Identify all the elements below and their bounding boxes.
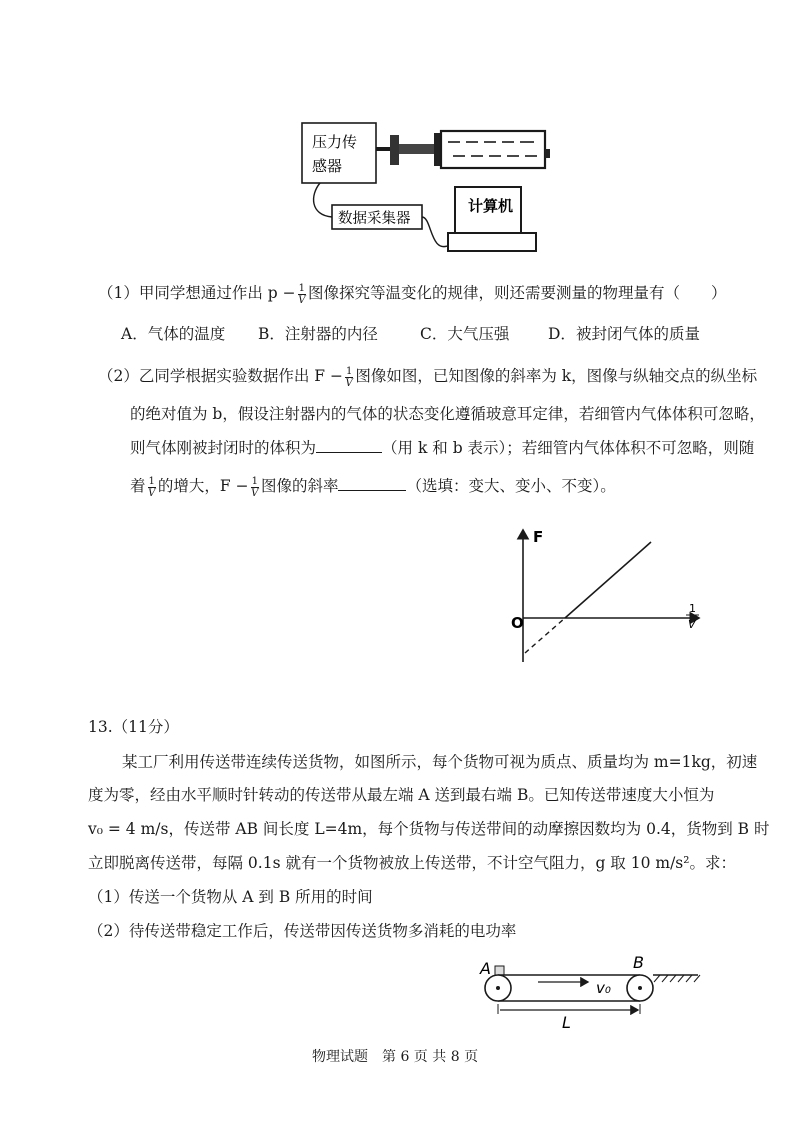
q12-part2-line4: 着 $\frac{1}{V}$ 的增大，F − $\frac{1}{V}$ 图像的斜率 （选填：变大、变小、不变）。 [130,475,616,499]
pressure-sensor-label-line1: 压力传 [312,133,358,151]
fraction-1-over-v-2: $\frac{1}{V}$ [345,365,353,389]
length-label: L [562,1013,571,1032]
q12-option-c: C．大气压强 [420,325,510,343]
graph-y-label: F [533,528,544,546]
fraction-1-over-v-4: $\frac{1}{V}$ [251,475,259,499]
graph-data-line [565,542,651,618]
conveyor-belt-diagram [470,952,702,1032]
graph-x-label-den: V [688,618,696,631]
point-a-label: A [480,959,491,978]
syringe-barrel [441,131,545,168]
q13-line3: v₀ = 4 m/s，传送带 AB 间长度 L=4m，每个货物与传送带间的动摩擦因数均为 0.4，货物到 B 时 [88,820,770,838]
q12-part1-stem [98,281,727,306]
q12-part1-text-after: 图像探究等温变化的规律，则还需要测量的物理量有（ ） [308,284,727,302]
page-footer: 物理试题 第 6 页 共 8 页 [312,1049,479,1065]
q12-option-b: B．注射器的内径 [258,325,378,343]
answer-blank-volume[interactable] [316,438,382,453]
q12-part2-line1: （2）乙同学根据实验数据作出 F − $\frac{1}{V}$ 图像如图，已知图像的斜率为 k，图像与纵轴交点的纵坐标 [98,365,758,389]
f-vs-inverse-v-graph [505,520,715,670]
graph-x-label-num: 1 [689,602,696,615]
fraction-1-over-v-3: $\frac{1}{V}$ [148,475,156,499]
pressure-sensor-label-line2: 感器 [312,157,343,175]
graph-origin-label: O [511,614,524,632]
graph-extrapolation-line [525,618,565,653]
data-collector-label: 数据采集器 [338,211,411,227]
q12-part2-line2: 的绝对值为 b，假设注射器内的气体的状态变化遵循玻意耳定律，若细管内气体体积可忽略， [130,405,765,423]
q13-header: 13.（11分） [88,718,179,736]
computer-label: 计算机 [468,197,514,215]
syringe-plunger-knob [390,135,399,165]
q13-line2: 度为零，经由水平顺时针转动的传送带从最左端 A 送到最右端 B。已知传送带速度大小恒为 [88,786,715,804]
cargo-box [495,966,504,975]
q12-part2-line3: 则气体刚被封闭时的体积为 （用 k 和 b 表示）；若细管内气体体积不可忽略，则随 [130,439,755,457]
q13-sub1: （1）传送一个货物从 A 到 B 所用的时间 [88,888,373,906]
q12-part1-number: （1） [98,284,139,302]
velocity-label: v₀ [596,979,611,997]
fraction-1-over-v: $\frac{1}{V}$ [298,282,306,306]
ground-hatch [654,975,700,982]
apparatus-diagram [290,115,550,260]
answer-blank-slope[interactable] [338,476,406,491]
q13-sub2: （2）待传送带稳定工作后，传送带因传送货物多消耗的电功率 [88,922,517,940]
q12-part1-text-before: 甲同学想通过作出 p − [138,284,296,302]
q12-option-d: D．被封闭气体的质量 [548,325,700,343]
q13-line4: 立即脱离传送带，每隔 0.1s 就有一个货物被放上传送带，不计空气阻力，g 取 10 m/s²。求： [88,854,736,872]
q13-line1: 某工厂利用传送带连续传送货物，如图所示，每个货物可视为质点、质量均为 m=1kg，初速 [122,753,758,771]
computer-base [448,233,536,251]
point-b-label: B [633,953,644,972]
q12-option-a: A．气体的温度 [121,325,226,343]
syringe-rod [399,144,434,154]
